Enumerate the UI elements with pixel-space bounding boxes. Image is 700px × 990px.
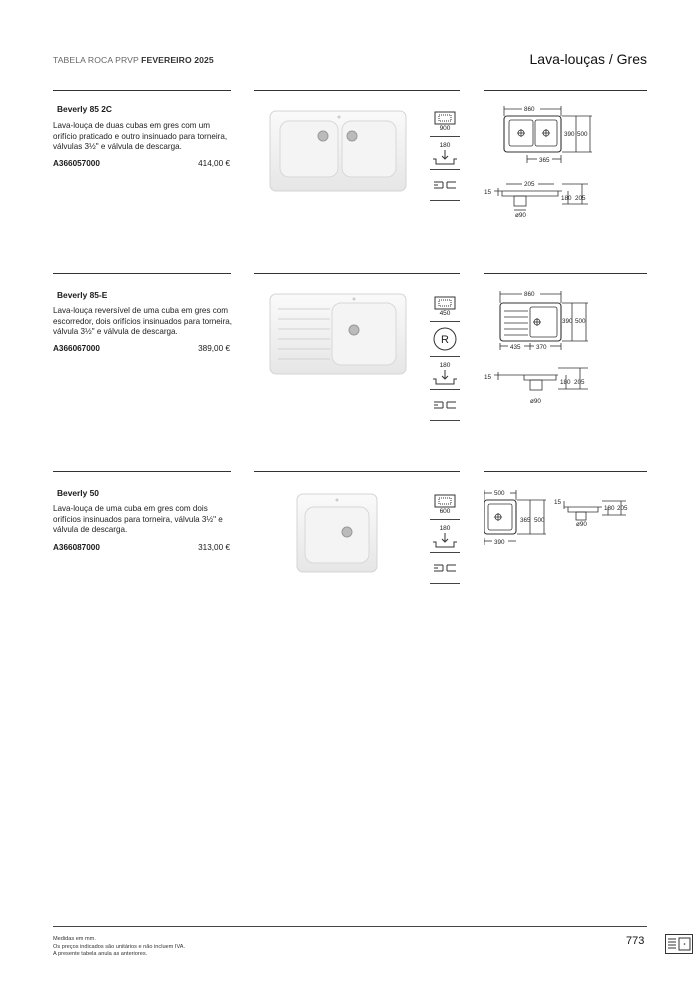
product-code: A366057000 <box>53 159 100 168</box>
divider <box>254 90 460 91</box>
cabinet-icon <box>430 291 460 322</box>
cabinet-width: 450 <box>439 309 451 317</box>
product-section-beverly-50 <box>0 471 700 621</box>
trap-height: 180 <box>439 524 451 532</box>
technical-drawing <box>484 289 646 409</box>
divider <box>53 471 231 472</box>
product-description: Lava-louça de duas cubas em gres com um orifício praticado e outro insinuado para torneira, válvulas 3½" e válvula de descarga. <box>53 121 228 152</box>
dim-width: 860 <box>524 106 535 113</box>
divider <box>484 90 647 91</box>
spec-icons <box>430 291 460 421</box>
product-price: 313,00 € <box>198 543 230 552</box>
dim-bowl: 365 <box>539 157 550 164</box>
section-title: Lava-louças / Gres <box>529 51 647 67</box>
drain-outlet-icon <box>430 170 460 201</box>
spec-icons <box>430 106 460 201</box>
dim-height: 180 <box>604 505 615 512</box>
index-nav-icon[interactable] <box>665 934 693 954</box>
dim-lip: 15 <box>554 499 562 506</box>
technical-drawing <box>484 487 646 557</box>
drain-outlet-icon <box>430 553 460 584</box>
dim-depth: 500 <box>534 517 545 524</box>
product-photo <box>295 491 381 575</box>
dim-depth-inner: 390 <box>564 131 575 138</box>
product-code: A366087000 <box>53 543 100 552</box>
trap-icon <box>430 357 460 390</box>
product-photo <box>268 107 408 195</box>
cabinet-width: 600 <box>439 507 451 515</box>
reversible-label: R <box>441 334 449 346</box>
trap-icon <box>430 137 460 170</box>
trap-height: 180 <box>439 361 451 369</box>
dim-drain: ø90 <box>515 212 526 219</box>
dim-height-total: 205 <box>617 505 628 512</box>
catalog-prefix: TABELA ROCA PRVP <box>53 55 139 65</box>
footer-notes <box>53 936 185 959</box>
trap-icon <box>430 520 460 553</box>
dim-height: 180 <box>560 379 571 386</box>
divider <box>484 471 647 472</box>
product-section-beverly-85-2c <box>0 90 700 240</box>
reversible-icon <box>430 322 460 357</box>
cabinet-width: 900 <box>439 124 451 132</box>
spec-icons <box>430 489 460 584</box>
dim-lip: 15 <box>484 189 492 196</box>
footer-divider <box>53 926 647 927</box>
product-photo <box>268 291 408 377</box>
product-code: A366067000 <box>53 344 100 353</box>
product-description: Lava-louça reversível de uma cuba em gres com escorredor, dois orifícios insinuados para torneira, válvula 3½" e válvula de descarga. <box>53 306 233 337</box>
catalog-date: FEVEREIRO 2025 <box>141 55 214 65</box>
footer-note-validity: A presente tabela anula as anteriores. <box>53 951 148 958</box>
product-name: Beverly 85-E <box>57 290 108 300</box>
footer-note-units: Medidas em mm. <box>53 936 96 942</box>
dim-lip: 15 <box>484 374 492 381</box>
product-name: Beverly 85 2C <box>57 104 112 114</box>
technical-drawing <box>484 104 646 224</box>
product-price: 389,00 € <box>198 344 230 353</box>
dim-drainer: 435 <box>510 344 521 351</box>
dim-drain: ø90 <box>530 398 541 405</box>
dim-bowl: 390 <box>494 539 505 546</box>
divider <box>53 273 231 274</box>
dim-height-total: 205 <box>575 195 586 202</box>
product-name: Beverly 50 <box>57 488 99 498</box>
footer-note-prices: Os preços indicados são unitários e não incluem IVA. <box>53 943 186 950</box>
divider <box>53 90 231 91</box>
dim-width: 500 <box>494 490 505 497</box>
dim-height-total: 205 <box>574 379 585 386</box>
page-number: 773 <box>626 935 645 947</box>
cabinet-icon <box>430 106 460 137</box>
dim-depth-inner: 390 <box>562 318 573 325</box>
dim-depth: 500 <box>577 131 588 138</box>
dim-top: 205 <box>524 181 535 188</box>
product-description: Lava-louça de uma cuba em gres com dois orifícios insinuados para torneira, válvula 3½" e válvula de descarga. <box>53 504 223 535</box>
divider <box>484 273 647 274</box>
dim-height: 180 <box>561 195 572 202</box>
product-section-beverly-85-e <box>0 273 700 423</box>
dim-depth-inner: 365 <box>520 517 531 524</box>
dim-bowl: 370 <box>536 344 547 351</box>
trap-height: 180 <box>439 141 451 149</box>
cabinet-icon <box>430 489 460 520</box>
dim-width: 860 <box>524 291 535 298</box>
drain-outlet-icon <box>430 390 460 421</box>
catalog-header <box>53 55 214 65</box>
divider <box>254 471 460 472</box>
divider <box>254 273 460 274</box>
dim-depth: 500 <box>575 318 586 325</box>
dim-drain: ø90 <box>576 521 587 528</box>
product-price: 414,00 € <box>198 159 230 168</box>
